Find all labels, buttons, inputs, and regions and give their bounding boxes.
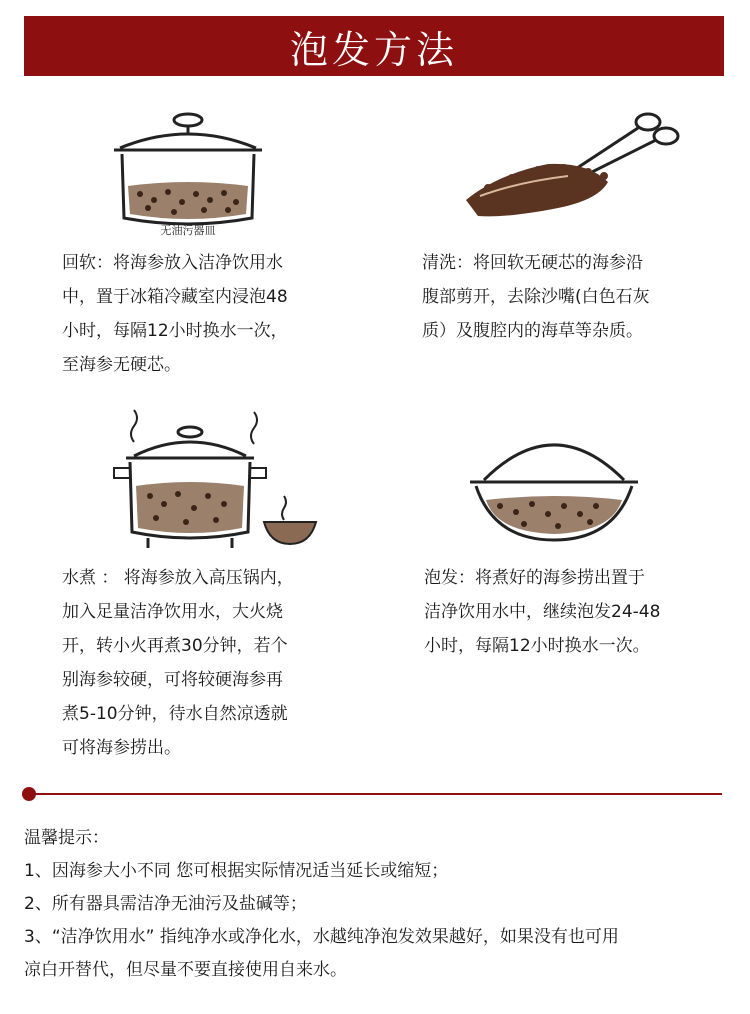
tips-line: 2、所有器具需洁净无油污及盐碱等； — [24, 894, 307, 914]
step-clean — [422, 246, 650, 348]
step-boil-line: 加入足量洁净饮用水，大火烧 — [62, 602, 283, 622]
tips-title: 温馨提示： — [24, 828, 109, 848]
glass-bowl-icon — [464, 420, 644, 550]
divider-line — [30, 793, 722, 795]
tips-line: 凉白开替代，但尽量不要直接使用自来水。 — [24, 960, 347, 980]
step-boil — [62, 561, 294, 765]
tips-line: 3、“洁净饮用水” 指纯净水或净化水，水越纯净泡发效果越好，如果没有也可用 — [24, 927, 619, 947]
step-soften-line: 回软：将海参放入洁净饮用水 — [62, 253, 283, 273]
tips-section — [24, 822, 734, 987]
sea-cucumber-scissors-icon — [458, 104, 688, 234]
step-clean-line: 质）及腹腔内的海草等杂质。 — [422, 321, 643, 341]
covered-pot-icon — [108, 108, 268, 240]
page-title: 泡发方法 — [289, 27, 458, 72]
pressure-cooker-icon — [104, 404, 324, 554]
section-divider — [22, 784, 726, 804]
step-boil-line: 煮5-10分钟，待水自然凉透就 — [62, 704, 288, 724]
step-boil-line: 可将海参捞出。 — [62, 738, 181, 758]
step-soak — [424, 561, 660, 663]
tips-line: 1、因海参大小不同 您可根据实际情况适当延长或缩短； — [24, 861, 449, 881]
svg-text:无油污器皿: 无油污器皿 — [160, 224, 216, 237]
step-soften-line: 中，置于冰箱冷藏室内浸泡48 — [62, 287, 288, 307]
step-boil-line: 开，转小火再煮30分钟，若个 — [62, 636, 288, 656]
step-soften-line: 至海参无硬芯。 — [62, 355, 181, 375]
step-soak-line: 小时，每隔12小时换水一次。 — [424, 636, 650, 656]
step-clean-line: 腹部剪开，去除沙嘴(白色石灰 — [422, 287, 650, 307]
step-soften — [62, 246, 288, 382]
step-soften-line: 小时，每隔12小时换水一次， — [62, 321, 288, 341]
step-boil-line: 水煮 ： 将海参放入高压锅内， — [62, 568, 294, 588]
step-boil-line: 别海参较硬，可将较硬海参再 — [62, 670, 283, 690]
step-soak-line: 泡发：将煮好的海参捞出置于 — [424, 568, 645, 588]
header-banner — [24, 16, 724, 76]
step-soak-line: 洁净饮用水中，继续泡发24-48 — [424, 602, 661, 622]
divider-dot-icon — [22, 787, 36, 801]
step-clean-line: 清洗：将回软无硬芯的海参沿 — [422, 253, 643, 273]
